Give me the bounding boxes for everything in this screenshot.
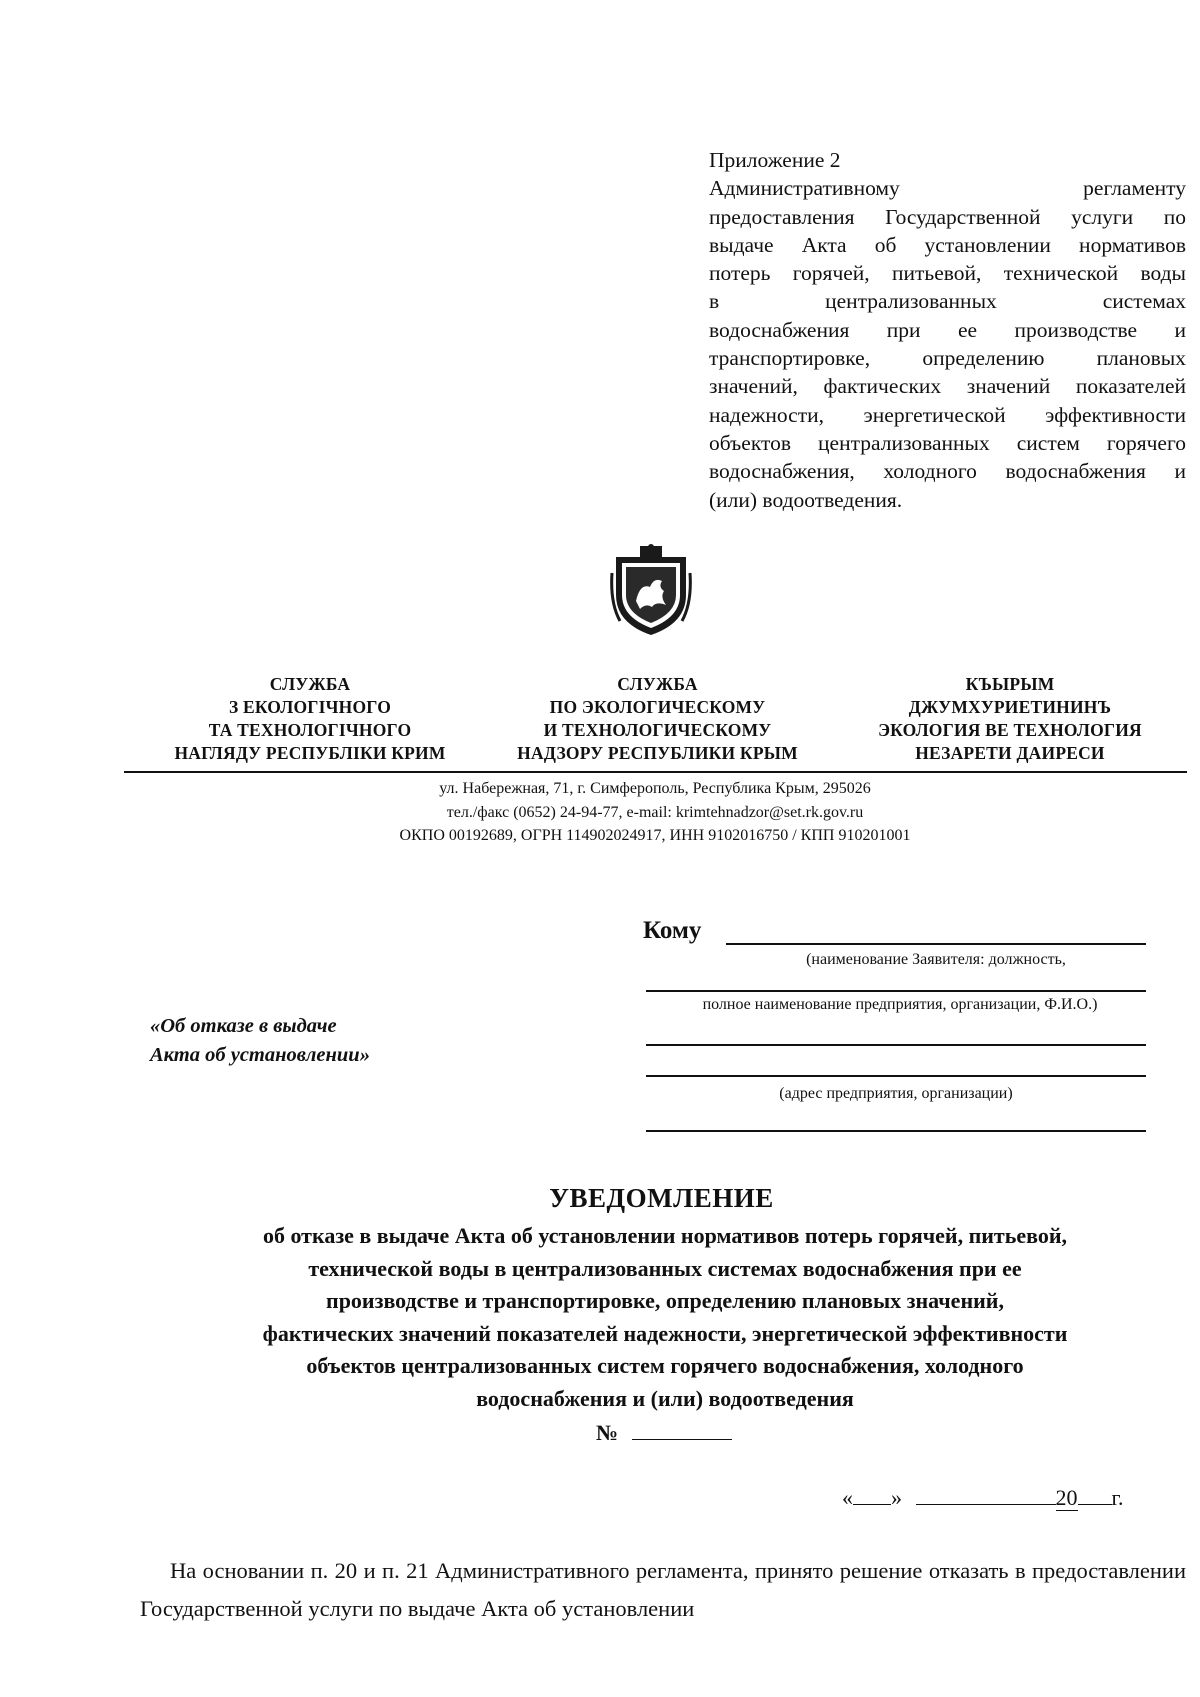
contact-details — [160, 777, 1150, 848]
appendix-line: Административному регламенту — [709, 176, 1186, 201]
agency-line: И ТЕХНОЛОГИЧЕСКОМУ — [543, 720, 772, 740]
notice-subtitle — [130, 1220, 1200, 1415]
coat-of-arms-emblem — [610, 543, 692, 638]
agency-line: НАГЛЯДУ РЕСПУБЛІКИ КРИМ — [174, 743, 446, 763]
appendix-line: транспортировке, определению плановых — [709, 346, 1186, 371]
notice-subtitle-line: водоснабжения и (или) водоотведения — [476, 1385, 854, 1411]
document-subject — [150, 1012, 370, 1070]
addressee-label: Кому — [643, 917, 702, 944]
contact-codes: ОКПО 00192689, ОГРН 114902024917, ИНН 9102016750 / КПП 910201001 — [399, 827, 911, 844]
month-fill-line — [916, 1484, 1056, 1505]
agency-line: ПО ЭКОЛОГИЧЕСКОМУ — [549, 697, 766, 717]
addressee-fill-line — [646, 990, 1146, 992]
number-fill-line — [632, 1419, 732, 1440]
agency-line: ТА ТЕХНОЛОГІЧНОГО — [208, 720, 412, 740]
addressee-fill-line — [646, 1075, 1146, 1077]
date-field — [842, 1484, 1124, 1511]
appendix-line: выдаче Акта об установлении нормативов — [709, 232, 1186, 257]
notice-subtitle-line: объектов централизованных систем горячего водоснабжения, холодного — [306, 1353, 1024, 1378]
appendix-line: объектов централизованных систем горячего — [709, 430, 1186, 455]
subject-line: «Об отказе в выдаче — [150, 1015, 337, 1037]
agency-line: СЛУЖБА — [617, 674, 698, 694]
appendix-line: потерь горячей, питьевой, технической воды — [709, 261, 1186, 286]
notice-subtitle-line: технической воды в централизованных системах водоснабжения при ее — [308, 1255, 1022, 1281]
addressee-note: (адрес предприятия, организации) — [779, 1085, 1013, 1102]
addressee-note: полное наименование предприятия, организации, Ф.И.О.) — [702, 996, 1098, 1013]
notice-subtitle-line: производстве и транспортировке, определению плановых значений, — [326, 1288, 1004, 1313]
appendix-line: в централизованных системах — [709, 289, 1186, 314]
addressee-fill-line — [646, 1130, 1146, 1132]
day-fill-line — [853, 1484, 891, 1505]
agency-line: КЪЫРЫМ — [965, 674, 1055, 694]
agency-line: НАДЗОРУ РЕСПУБЛИКИ КРЫМ — [517, 743, 798, 763]
contact-phone-email: тел./факс (0652) 24-94-77, e-mail: krimtehnadzor@set.rk.gov.ru — [446, 803, 864, 821]
agency-line: ДЖУМХУРИЕТИНИНЪ — [908, 697, 1112, 717]
agency-line: СЛУЖБА — [269, 674, 351, 694]
number-label: № — [596, 1420, 619, 1445]
appendix-block — [709, 146, 1186, 514]
agency-name-ukrainian — [140, 673, 480, 765]
year-prefix: 20 — [1055, 1485, 1078, 1510]
addressee-note: (наименование Заявителя: должность, — [806, 951, 1066, 968]
header-divider — [124, 771, 1187, 773]
appendix-line: надежности, энергетической эффективности — [709, 402, 1186, 427]
subject-line: Акта об установлении» — [150, 1044, 370, 1066]
date-open-quote: « — [842, 1485, 853, 1510]
notice-subtitle-line: фактических значений показателей надежности, энергетической эффективности — [262, 1320, 1068, 1346]
appendix-line: Приложение 2 — [709, 148, 841, 172]
contact-address: ул. Набережная, 71, г. Симферополь, Республика Крым, 295026 — [439, 780, 871, 797]
appendix-line: водоснабжения, холодного водоснабжения и — [709, 459, 1186, 484]
addressee-fill-line — [726, 943, 1146, 945]
notice-title: УВЕДОМЛЕНИЕ — [549, 1183, 774, 1213]
notice-number — [596, 1419, 732, 1446]
year-suffix: г. — [1111, 1485, 1124, 1510]
body-text: На основании п. 20 и п. 21 Административного регламента, принято решение отказать в предоставлении Государственной услуги по выдаче Акта об установлении — [140, 1558, 1186, 1621]
agency-line: ЭКОЛОГИЯ ВЕ ТЕХНОЛОГИЯ — [878, 720, 1142, 740]
appendix-line: водоснабжения при ее производстве и — [709, 317, 1186, 342]
appendix-line: предоставления Государственной услуги по — [709, 204, 1186, 229]
date-close-quote: » — [891, 1485, 902, 1510]
appendix-line: (или) водоотведения. — [709, 487, 903, 512]
year-fill-line — [1078, 1484, 1112, 1505]
body-paragraph — [140, 1552, 1186, 1628]
agency-line: З ЕКОЛОГІЧНОГО — [228, 697, 392, 717]
notice-subtitle-line: об отказе в выдаче Акта об установлении нормативов потерь горячей, питьевой, — [262, 1223, 1068, 1248]
agency-name-crimean-tatar — [840, 673, 1180, 765]
addressee-fill-line — [646, 1044, 1146, 1046]
appendix-line: значений, фактических значений показателей — [709, 374, 1186, 399]
agency-line: НЕЗАРЕТИ ДАИРЕСИ — [915, 743, 1105, 763]
agency-name-russian — [485, 673, 830, 765]
